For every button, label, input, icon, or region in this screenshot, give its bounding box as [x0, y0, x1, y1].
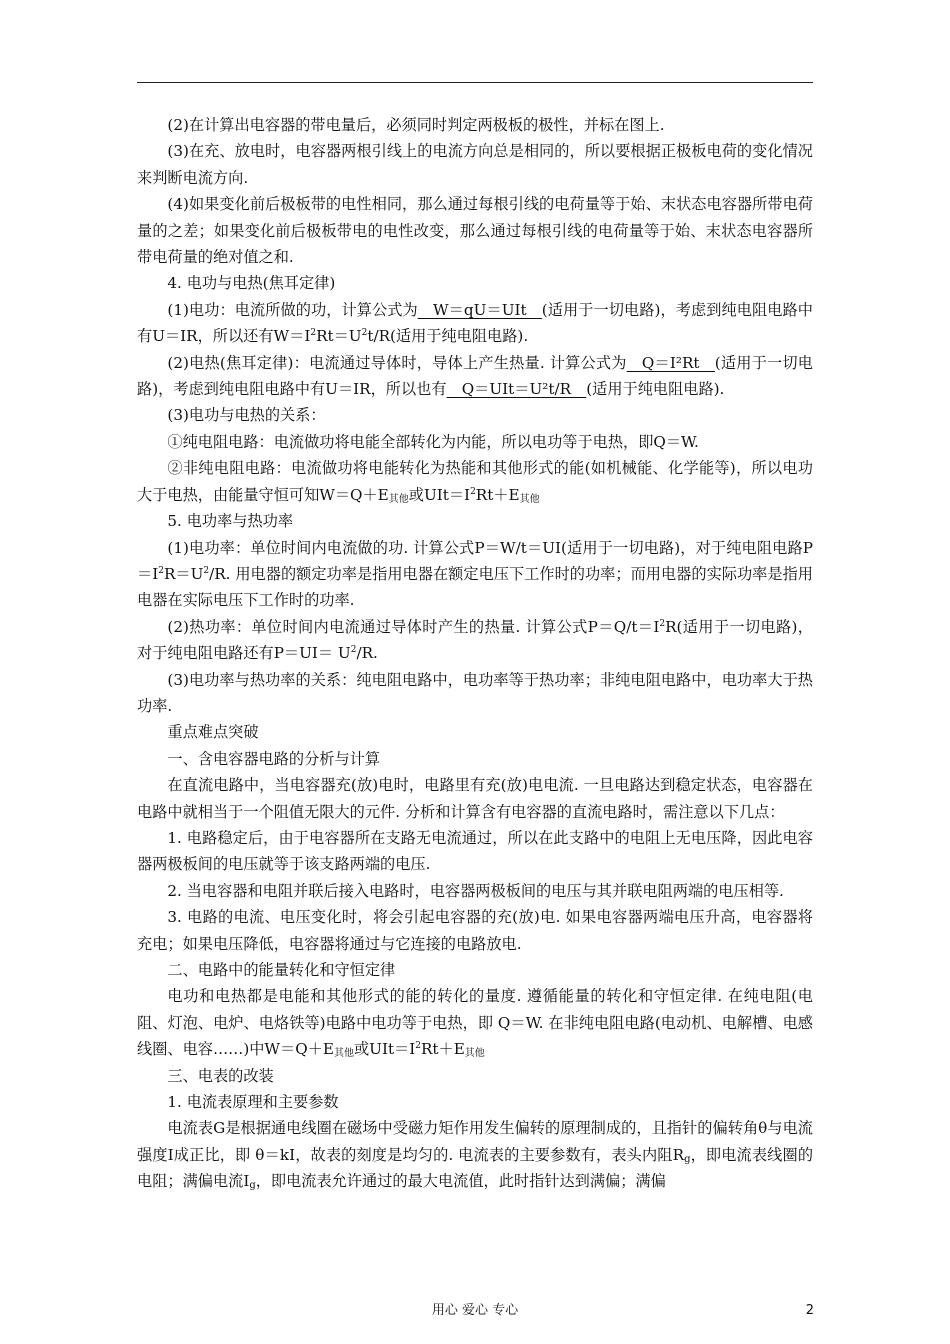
text-run: (适用于一切电路)，考虑到纯电阻电路中有U＝IR，所以也有 — [137, 353, 813, 399]
text-run: 或UIt＝I — [353, 1040, 416, 1059]
superscript: 2 — [659, 618, 666, 629]
subscript: g — [249, 1180, 256, 1192]
paragraph — [137, 1063, 813, 1089]
paragraph — [137, 402, 813, 428]
page-number: 2 — [805, 1303, 814, 1318]
text-run: Rt＋E — [475, 485, 520, 504]
text-run: (3)电功与电热的关系： — [167, 406, 326, 425]
text-run: (1)电功率：单位时间内电流做的功. 计算公式P＝W/t＝UI(适用于一切电路)，对于纯电阻电路P＝I — [137, 538, 813, 583]
fill-in-answer: __Q＝UIt＝U²t/R__ — [446, 380, 587, 399]
paragraph — [137, 719, 813, 745]
paragraph — [137, 429, 813, 455]
text-run: (适用于一切电路)，考虑到纯电阻电路中有U＝IR，所以还有W＝I — [137, 300, 813, 346]
text-run: 电流表G是根据通电线圈在磁场中受磁力矩作用发生偏转的原理制成的，且指针的偏转角θ与电流强度I成正比，即 θ＝kI，故表的刻度是均匀的. 电流表的主要参数有，表头内阻R — [137, 1119, 813, 1164]
text-run: Rt＝U — [316, 327, 362, 346]
text-run: 一、含电容器电路的分析与计算 — [167, 749, 381, 768]
text-run: (2)电热(焦耳定律)：电流通过导体时，导体上产生热量. 计算公式为 — [167, 353, 627, 372]
superscript: 2 — [203, 565, 210, 576]
subscript: 其他 — [464, 1048, 485, 1060]
text-run: (3)电功率与热功率的关系：纯电阻电路中，电功率等于热功率；非纯电阻电路中，电功率大于热功率. — [137, 670, 813, 715]
text-run: 在直流电路中，当电容器充(放)电时，电路里有充(放)电电流. 一旦电路达到稳定状态，电容器在电路中就相当于一个阻值无限大的元件. 分析和计算含有电容器的直流电路时，需注意以下几点： — [137, 776, 813, 821]
text-run: (4)如果变化前后极板带的电性相同，那么通过每根引线的电荷量等于始、末状态电容器所带电荷量的之差；如果变化前后极板带电的电性改变，那么通过每根引线的电荷量等于始、末状态电容器所带电荷量的绝对值之和. — [137, 195, 813, 267]
paragraph — [137, 772, 813, 825]
text-run: 1. 电流表原理和主要参数 — [167, 1093, 339, 1112]
subscript: 其他 — [388, 493, 409, 505]
text-run: 三、电表的改装 — [167, 1066, 274, 1085]
paragraph — [137, 983, 813, 1062]
text-run: Rt＋E — [420, 1040, 465, 1059]
text-run: 电功和电热都是电能和其他形式的能的转化的量度. 遵循能量的转化和守恒定律. 在纯电阻(电阻、灯泡、电炉、电烙铁等)电路中电功等于电热，即 Q＝W. 在非纯电阻电路(电动机、电解槽、电感线圈、电容……)中W＝Q＋E — [137, 987, 813, 1059]
text-run: t/R(适用于纯电阻电路). — [367, 327, 529, 346]
paragraph — [137, 1089, 813, 1115]
paragraph — [137, 112, 813, 138]
text-run: (1)电功：电流所做的功，计算公式为 — [167, 300, 418, 319]
superscript: 2 — [158, 565, 164, 576]
text-run: R(适用于一切电路)，对于纯电阻电路还有P＝UI＝ U — [137, 617, 813, 663]
paragraph — [137, 746, 813, 772]
text-run: ①纯电阻电路：电流做功将电能全部转化为内能，所以电功等于电热，即Q＝W. — [167, 432, 699, 451]
text-run: ，即电流表线圈的电阻；满偏电流I — [137, 1145, 814, 1191]
text-run: ，即电流表允许通过的最大电流值，此时指针达到满偏；满偏 — [255, 1172, 666, 1191]
subscript: 其他 — [519, 493, 540, 505]
superscript: 2 — [470, 486, 476, 497]
paragraph — [137, 270, 813, 296]
paragraph — [137, 191, 813, 270]
paragraph — [137, 455, 813, 508]
text-run: 或UIt＝I — [408, 485, 471, 504]
paragraph — [137, 878, 813, 904]
paragraph — [137, 535, 813, 614]
paragraph — [137, 508, 813, 534]
text-run: 2. 当电容器和电阻并联后接入电路时，电容器两极板间的电压与其并联电阻两端的电压相等. — [167, 881, 784, 900]
fill-in-answer: __W＝qU＝UIt__ — [417, 300, 542, 319]
text-run: 3. 电路的电流、电压变化时，将会引起电容器的充(放)电. 如果电容器两端电压升高，电容器将充电；如果电压降低，电容器将通过与它连接的电路放电. — [137, 908, 813, 953]
text-run: /R. — [356, 644, 378, 663]
paragraph — [137, 904, 813, 957]
text-run: R＝U — [163, 564, 204, 583]
text-run: /R. 用电器的额定功率是指用电器在额定电压下工作时的功率；而用电器的实际功率是指用电器在实际电压下工作时的功率. — [137, 564, 813, 610]
subscript: 其他 — [333, 1048, 354, 1060]
text-run: (2)在计算出电容器的带电量后，必须同时判定两极板的极性，并标在图上. — [167, 116, 665, 134]
text-run: (3)在充、放电时，电容器两根引线上的电流方向总是相同的，所以要根据正极板电荷的变化情况来判断电流方向. — [137, 142, 813, 187]
paragraph — [137, 957, 813, 983]
paragraph — [137, 1115, 813, 1194]
paragraph — [137, 614, 813, 667]
text-run: 二、电路中的能量转化和守恒定律 — [167, 961, 396, 979]
footer-slogan: 用心 爱心 专心 — [431, 1303, 519, 1318]
subscript: g — [684, 1153, 691, 1165]
text-run: ②非纯电阻电路：电流做功将电能转化为热能和其他形式的能(如机械能、化学能等)，所以电功大于电热，由能量守恒可知W＝Q＋E — [137, 459, 813, 504]
superscript: 2 — [350, 645, 357, 656]
paragraph — [137, 825, 813, 878]
paragraph — [137, 350, 813, 403]
text-run: 4. 电功与电热(焦耳定律) — [167, 274, 336, 293]
paragraph — [137, 138, 813, 191]
paragraph — [137, 297, 813, 350]
text-run: 1. 电路稳定后，由于电容器所在支路无电流通过，所以在此支路中的电阻上无电压降，因此电容器两极板间的电压就等于该支路两端的电压. — [137, 828, 813, 874]
document-body — [137, 112, 813, 1195]
text-run: 重点难点突破 — [167, 723, 259, 742]
text-run: (适用于纯电阻电路). — [586, 380, 725, 399]
fill-in-answer: __Q＝I²Rt__ — [626, 353, 715, 372]
text-run: (2)热功率：单位时间内电流通过导体时产生的热量. 计算公式P＝Q/t＝I — [167, 617, 660, 636]
superscript: 2 — [361, 328, 368, 339]
superscript: 2 — [415, 1041, 421, 1052]
text-run: 5. 电功率与热功率 — [167, 512, 294, 531]
paragraph — [137, 667, 813, 720]
superscript: 2 — [310, 328, 317, 339]
page-footer — [0, 1300, 950, 1322]
header-rule — [137, 82, 813, 83]
